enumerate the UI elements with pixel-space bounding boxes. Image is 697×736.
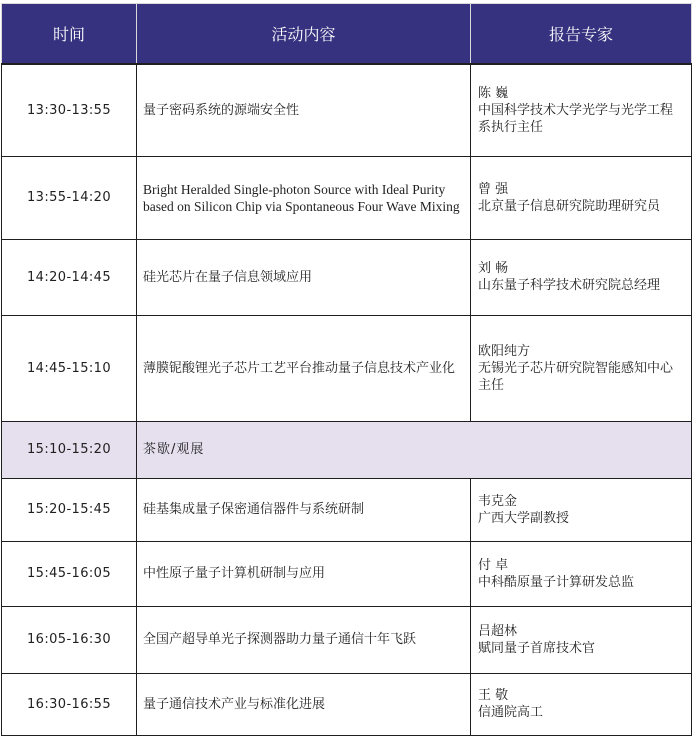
time-cell: 16:05-16:30 (2, 606, 137, 673)
expert-organization: 山东量子科学技术研究院总经理 (478, 278, 661, 293)
table-header-row (2, 4, 692, 65)
table-row (2, 673, 692, 735)
break-activity-cell: 茶歇/观展 (137, 421, 692, 478)
time-cell: 13:30-13:55 (2, 64, 137, 156)
header-time: 时间 (2, 4, 137, 65)
activity-cell: 硅光芯片在量子信息领域应用 (137, 239, 471, 315)
expert-name: 付 卓 (478, 557, 509, 573)
table-row (2, 606, 692, 673)
activity-cell: 硅基集成量子保密通信器件与系统研制 (137, 478, 471, 541)
expert-cell (471, 478, 692, 541)
time-cell: 15:10-15:20 (2, 421, 137, 478)
expert-name: 王 敬 (478, 688, 509, 703)
expert-organization: 广西大学副教授 (478, 510, 570, 526)
expert-name: 韦克金 (478, 493, 518, 509)
break-row (2, 421, 692, 478)
expert-cell (471, 239, 692, 315)
expert-cell (471, 673, 692, 735)
time-cell: 15:20-15:45 (2, 478, 137, 541)
expert-organization: 中国科学技术大学光学与光学工程系执行主任 (478, 102, 674, 135)
table-row (2, 239, 692, 315)
activity-cell: Bright Heralded Single-photon Source with Ideal Purity based on Silicon Chip via Spontaneous Four Wave Mixing (137, 156, 471, 239)
expert-organization: 北京量子信息研究院助理研究员 (478, 198, 661, 214)
expert-name: 曾 强 (478, 181, 509, 197)
expert-name: 陈 巍 (478, 85, 509, 101)
expert-name: 吕超林 (478, 623, 518, 639)
table-row (2, 478, 692, 541)
expert-cell (471, 156, 692, 239)
expert-name: 刘 畅 (478, 261, 509, 276)
activity-cell: 薄膜铌酸锂光子芯片工艺平台推动量子信息技术产业化 (137, 315, 471, 421)
expert-cell (471, 541, 692, 606)
time-cell: 13:55-14:20 (2, 156, 137, 239)
header-expert: 报告专家 (471, 4, 692, 65)
table-row (2, 541, 692, 606)
expert-organization: 无锡光子芯片研究院智能感知中心主任 (478, 360, 674, 393)
table-row (2, 64, 692, 156)
time-cell: 14:20-14:45 (2, 239, 137, 315)
header-activity: 活动内容 (137, 4, 471, 65)
expert-cell (471, 64, 692, 156)
expert-organization: 赋同量子首席技术官 (478, 640, 596, 656)
time-cell: 14:45-15:10 (2, 315, 137, 421)
table-row (2, 156, 692, 239)
expert-organization: 信通院高工 (478, 705, 544, 720)
expert-name: 欧阳纯方 (478, 343, 531, 359)
table-row (2, 315, 692, 421)
expert-cell (471, 606, 692, 673)
activity-cell: 全国产超导单光子探测器助力量子通信十年飞跃 (137, 606, 471, 673)
expert-cell (471, 315, 692, 421)
activity-cell: 量子密码系统的源端安全性 (137, 64, 471, 156)
expert-organization: 中科酷原量子计算研发总监 (478, 574, 635, 590)
time-cell: 15:45-16:05 (2, 541, 137, 606)
schedule-table (1, 3, 692, 736)
activity-cell: 中性原子量子计算机研制与应用 (137, 541, 471, 606)
activity-cell: 量子通信技术产业与标准化进展 (137, 673, 471, 735)
time-cell: 16:30-16:55 (2, 673, 137, 735)
